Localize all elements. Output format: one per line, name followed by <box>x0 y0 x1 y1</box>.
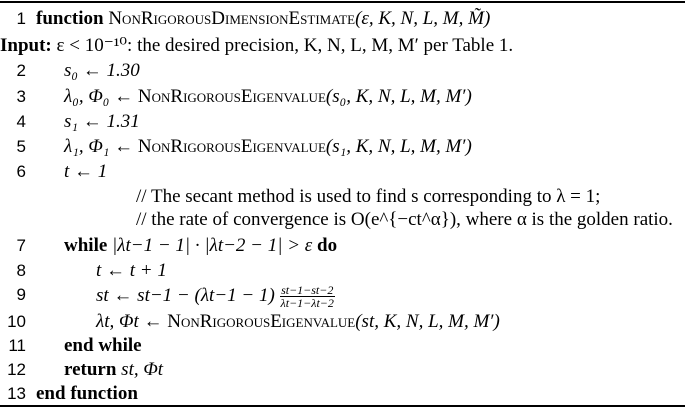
comment-text: // the rate of convergence is O(e^{−ct^α}), where α is the golden ratio. <box>136 209 673 230</box>
fraction-numerator: st−1−st−2 <box>281 283 334 297</box>
input-label: Input: <box>0 35 52 56</box>
function-name: NonRigorousDimensionEstimate <box>108 8 356 29</box>
end-function-keyword: end function <box>36 383 138 404</box>
call-args: (s₀, K, N, L, M, M′) <box>325 86 472 107</box>
function-keyword: function <box>36 8 104 29</box>
call-name: NonRigorousEigenvalue <box>137 86 326 107</box>
line-number: 13 <box>7 384 26 403</box>
line-number: 9 <box>16 285 26 304</box>
line-code <box>64 359 163 381</box>
line-number: 1 <box>16 9 26 28</box>
call-args: (s₁, K, N, L, M, M′) <box>325 136 472 157</box>
line-number: 4 <box>16 112 26 131</box>
while-condition: |λt−1 − 1| · |λt−2 − 1| > ε <box>112 235 313 256</box>
line-number: 8 <box>16 261 26 280</box>
secant-fraction <box>280 284 335 309</box>
end-while-keyword: end while <box>64 335 142 356</box>
line-number: 5 <box>16 137 26 156</box>
do-keyword: do <box>317 235 338 256</box>
fraction-denominator: λt−1−λt−2 <box>280 296 334 310</box>
line-code <box>64 136 472 158</box>
call-name: NonRigorousEigenvalue <box>167 311 356 332</box>
input-text: ε < 10⁻¹⁰: the desired precision, K, N, L, M, M′ per Table 1. <box>56 35 514 56</box>
line-number: 10 <box>7 312 26 331</box>
input-code <box>0 35 513 57</box>
update-expression: st ← st−1 − (λt−1 − 1) <box>96 284 275 306</box>
line-number: 3 <box>16 87 26 106</box>
call-name: NonRigorousEigenvalue <box>137 136 326 157</box>
line-code <box>64 235 337 257</box>
while-keyword: while <box>64 235 108 256</box>
line-code <box>96 284 335 309</box>
line-code <box>96 311 500 333</box>
line-text: t ← 1 <box>64 161 108 182</box>
assign-lhs: λ₀, Φ₀ ← <box>64 86 134 107</box>
line-text: s₀ ← 1.30 <box>64 60 140 81</box>
bottom-rule <box>0 405 685 407</box>
assign-lhs: λt, Φt ← <box>96 311 163 332</box>
top-rule <box>0 1 685 3</box>
line-number: 6 <box>16 162 26 181</box>
line-code <box>36 8 490 30</box>
line-number: 2 <box>16 61 26 80</box>
line-number: 12 <box>7 360 26 379</box>
line-number: 7 <box>16 236 26 255</box>
line-text: s₁ ← 1.31 <box>64 111 140 132</box>
function-args: (ε, K, N, L, M, M̃) <box>355 8 491 29</box>
line-number: 11 <box>8 336 26 355</box>
line-code <box>64 86 472 108</box>
line-text: t ← t + 1 <box>96 260 167 281</box>
return-values: st, Φt <box>121 359 164 380</box>
call-args: (st, K, N, L, M, M′) <box>355 311 500 332</box>
assign-lhs: λ₁, Φ₁ ← <box>64 136 134 157</box>
return-keyword: return <box>64 359 117 380</box>
comment-text: // The secant method is used to find s corresponding to λ = 1; <box>136 186 601 207</box>
